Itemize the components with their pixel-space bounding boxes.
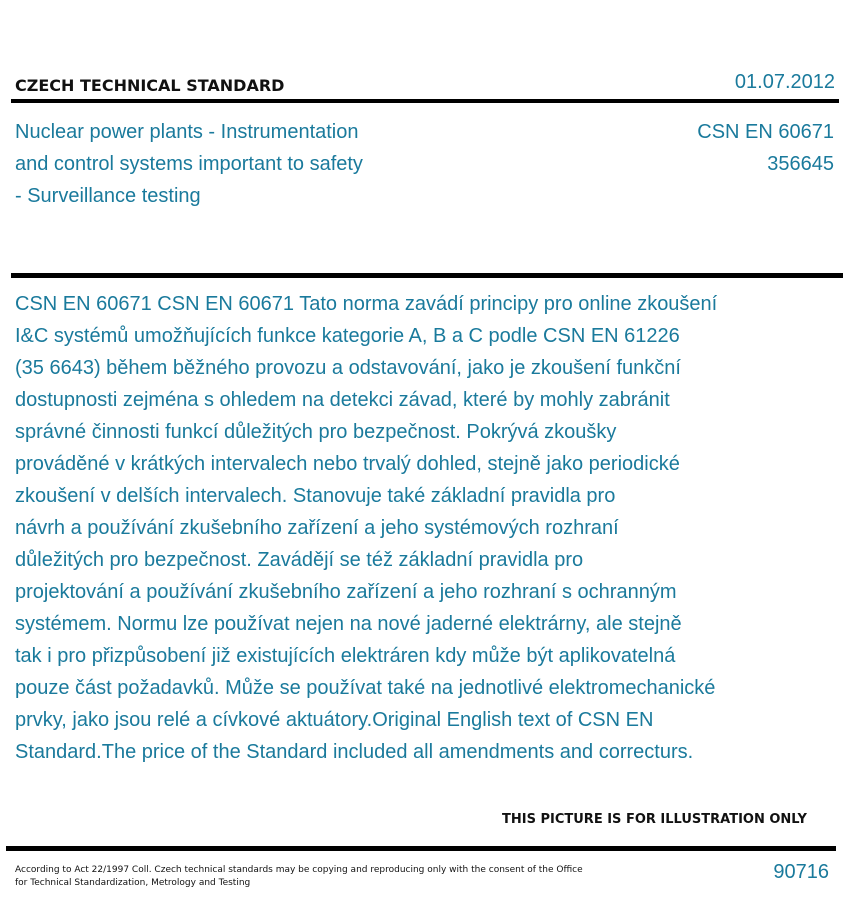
- standard-code: CSN EN 60671: [697, 121, 834, 143]
- legal-notice: [15, 864, 583, 890]
- header-divider: [11, 99, 839, 103]
- illustration-disclaimer: THIS PICTURE IS FOR ILLUSTRATION ONLY: [502, 812, 807, 827]
- standard-title-line: - Surveillance testing: [15, 185, 201, 207]
- legal-notice-line: for Technical Standardization, Metrology and Testing: [15, 878, 251, 888]
- description-line: dostupnosti zejména s ohledem na detekci závad, které by mohly zabránit: [15, 389, 670, 411]
- description-line: systémem. Normu lze používat nejen na nové jaderné elektrárny, ale stejně: [15, 613, 682, 635]
- standard-identifiers: [697, 116, 834, 180]
- description-line: důležitých pro bezpečnost. Zavádějí se též základní pravidla pro: [15, 549, 584, 571]
- description-line: I&C systémů umožňujících funkce kategorie A, B a C podle CSN EN 61226: [15, 325, 680, 347]
- standard-description: [15, 288, 805, 768]
- description-line: CSN EN 60671 CSN EN 60671 Tato norma zavádí principy pro online zkoušení: [15, 293, 718, 315]
- description-line: prvky, jako jsou relé a cívkové aktuátory.Original English text of CSN EN: [15, 709, 654, 731]
- publication-date: 01.07.2012: [734, 71, 835, 93]
- description-line: správné činnosti funkcí důležitých pro bezpečnost. Pokrývá zkoušky: [15, 421, 617, 443]
- standard-title: [15, 116, 363, 212]
- legal-notice-line: According to Act 22/1997 Coll. Czech technical standards may be copying and reproducing only with the consent of the Office: [15, 865, 583, 875]
- description-line: (35 6643) během běžného provozu a odstavování, jako je zkoušení funkční: [15, 357, 681, 379]
- catalog-number: 356645: [767, 153, 834, 175]
- document-header-title: CZECH TECHNICAL STANDARD: [15, 76, 285, 95]
- description-line: prováděné v krátkých intervalech nebo trvalý dohled, stejně jako periodické: [15, 453, 680, 475]
- description-line: návrh a používání zkušebního zařízení a jeho systémových rozhraní: [15, 517, 619, 539]
- footer-number: 90716: [773, 861, 829, 883]
- description-line: projektování a používání zkušebního zařízení a jeho rozhraní s ochranným: [15, 581, 677, 603]
- description-line: pouze část požadavků. Může se používat také na jednotlivé elektromechanické: [15, 677, 716, 699]
- footer-divider: [6, 846, 836, 851]
- standard-title-line: and control systems important to safety: [15, 153, 363, 175]
- description-line: tak i pro přizpůsobení již existujících elektráren kdy může být aplikovatelná: [15, 645, 676, 667]
- description-line: Standard.The price of the Standard included all amendments and correcturs.: [15, 741, 694, 763]
- standard-title-line: Nuclear power plants - Instrumentation: [15, 121, 359, 143]
- description-line: zkoušení v delších intervalech. Stanovuje také základní pravidla pro: [15, 485, 616, 507]
- section-divider: [11, 273, 843, 278]
